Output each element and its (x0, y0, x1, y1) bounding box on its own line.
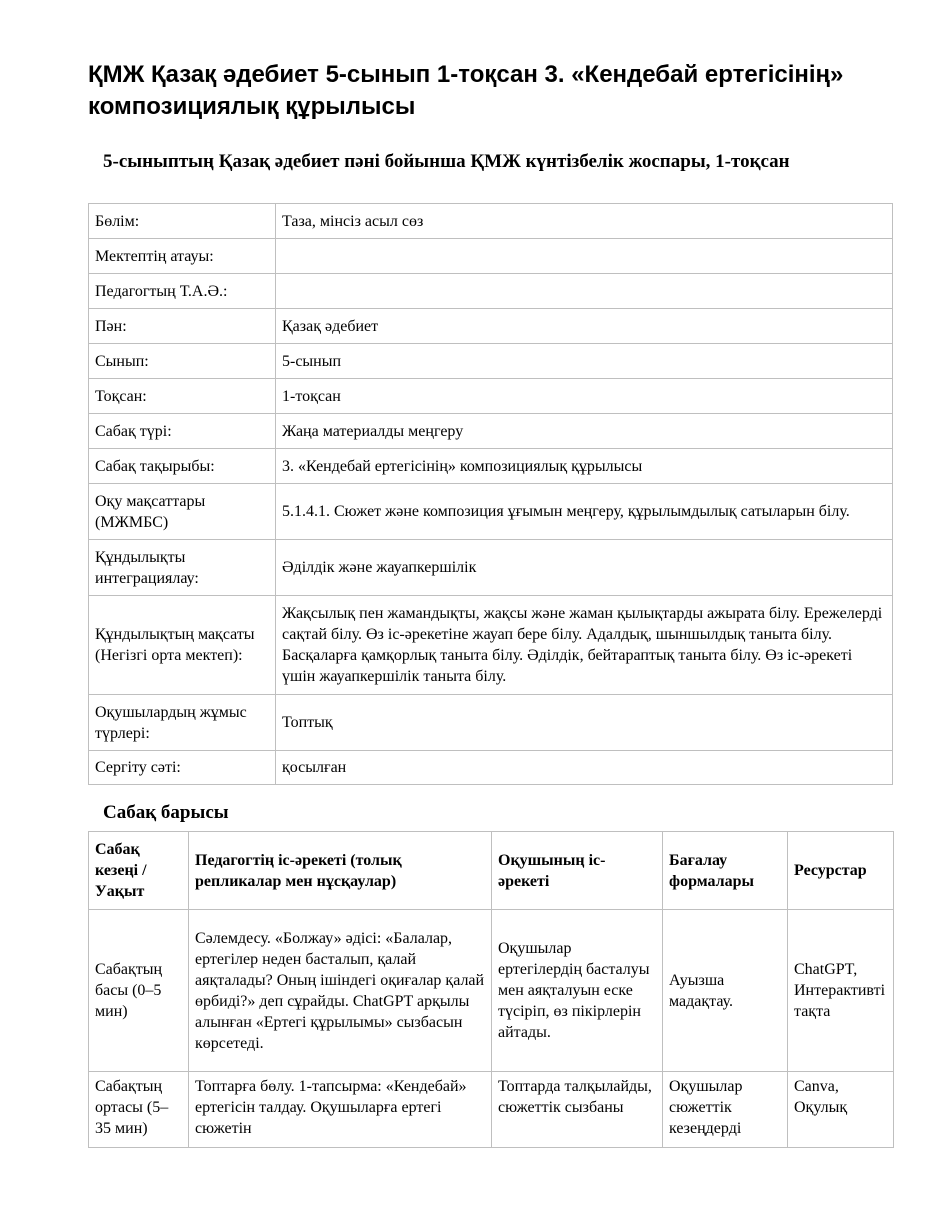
lesson-row (89, 1072, 894, 1148)
lesson-title: Сабақ барысы (103, 802, 229, 823)
info-row (89, 484, 893, 540)
info-key: Сынып: (89, 344, 276, 379)
info-row (89, 751, 893, 785)
info-key: Оқушылардың жұмыс түрлері: (89, 695, 276, 751)
info-key: Құндылықты интеграциялау: (89, 540, 276, 596)
info-row (89, 695, 893, 751)
info-value: 3. «Кендебай ертегісінің» композициялық құрылысы (276, 449, 893, 484)
info-value (276, 239, 893, 274)
lesson-table (88, 831, 894, 1148)
header-stage: Сабақ кезеңі / Уақыт (89, 832, 189, 910)
lesson-row (89, 910, 894, 1072)
info-row (89, 274, 893, 309)
plan-title: 5-сыныптың Қазақ әдебиет пәні бойынша ҚМЖ күнтізбелік жоспары, 1-тоқсан (103, 151, 790, 172)
info-row (89, 239, 893, 274)
lesson-student-action: Оқушылар ертегілердің басталуы мен аяқталуын еске түсіріп, өз пікірлерін айтады. (492, 910, 663, 1072)
info-value: Жаңа материалды меңгеру (276, 414, 893, 449)
info-row (89, 449, 893, 484)
lesson-teacher-action: Топтарға бөлу. 1-тапсырма: «Кендебай» ертегісін талдау. Оқушыларға ертегі сюжетін (189, 1072, 492, 1148)
header-student: Оқушының іс-әрекеті (492, 832, 663, 910)
lesson-stage: Сабақтың басы (0–5 мин) (89, 910, 189, 1072)
lesson-resources: ChatGPT, Интерактивті тақта (788, 910, 894, 1072)
info-value: Таза, мінсіз асыл сөз (276, 204, 893, 239)
info-value: 5.1.4.1. Сюжет және композиция ұғымын меңгеру, құрылымдылық сатыларын білу. (276, 484, 893, 540)
lesson-assessment: Оқушылар сюжеттік кезеңдерді (663, 1072, 788, 1148)
lesson-stage: Сабақтың ортасы (5–35 мин) (89, 1072, 189, 1148)
header-resources: Ресурстар (788, 832, 894, 910)
info-key: Тоқсан: (89, 379, 276, 414)
lesson-header-row (89, 832, 894, 910)
page-title: ҚМЖ Қазақ әдебиет 5-сынып 1-тоқсан 3. «Кендебай ертегісінің» композициялық құрылысы (88, 61, 844, 120)
info-key: Пән: (89, 309, 276, 344)
info-row (89, 344, 893, 379)
info-key: Сабақ түрі: (89, 414, 276, 449)
lesson-student-action: Топтарда талқылайды, сюжеттік сызбаны (492, 1072, 663, 1148)
lesson-resources: Canva, Оқулық (788, 1072, 894, 1148)
info-value: Қазақ әдебиет (276, 309, 893, 344)
info-row (89, 596, 893, 695)
info-key: Құндылықтың мақсаты (Негізгі орта мектеп): (89, 596, 276, 695)
info-value: 5-сынып (276, 344, 893, 379)
lesson-assessment: Ауызша мадақтау. (663, 910, 788, 1072)
info-key: Сабақ тақырыбы: (89, 449, 276, 484)
info-table (88, 203, 893, 785)
info-value (276, 274, 893, 309)
info-value: Жақсылық пен жамандықты, жақсы және жаман қылықтарды ажырата білу. Ережелерді сақтай білу. Өз іс-әрекетіне жауап бере білу. Адалдық, шыншылдық таныта білу. Басқаларға қамқорлық таныта білу. Әділдік, бейтараптық таныта білу. Өз іс-әрекеті үшін жауапкершілік таныта білу. (276, 596, 893, 695)
info-value: Топтық (276, 695, 893, 751)
header-teacher: Педагогтің іс-әрекеті (толық репликалар мен нұсқаулар) (189, 832, 492, 910)
info-value: қосылған (276, 751, 893, 785)
info-row (89, 309, 893, 344)
info-key: Оқу мақсаттары (МЖМБС) (89, 484, 276, 540)
info-key: Педагогтың Т.А.Ә.: (89, 274, 276, 309)
header-assessment: Бағалау формалары (663, 832, 788, 910)
info-row (89, 414, 893, 449)
info-row (89, 540, 893, 596)
info-row (89, 379, 893, 414)
info-value: 1-тоқсан (276, 379, 893, 414)
lesson-teacher-action: Сәлемдесу. «Болжау» әдісі: «Балалар, ертегілер неден басталып, қалай аяқталады? Оның ішіндегі оқиғалар қалай өрбиді?» деп сұрайды. ChatGPT арқылы алынған «Ертегі құрылымы» сызбасын көрсетеді. (189, 910, 492, 1072)
info-key: Сергіту сәті: (89, 751, 276, 785)
info-row (89, 204, 893, 239)
info-key: Мектептің атауы: (89, 239, 276, 274)
info-key: Бөлім: (89, 204, 276, 239)
info-value: Әділдік және жауапкершілік (276, 540, 893, 596)
